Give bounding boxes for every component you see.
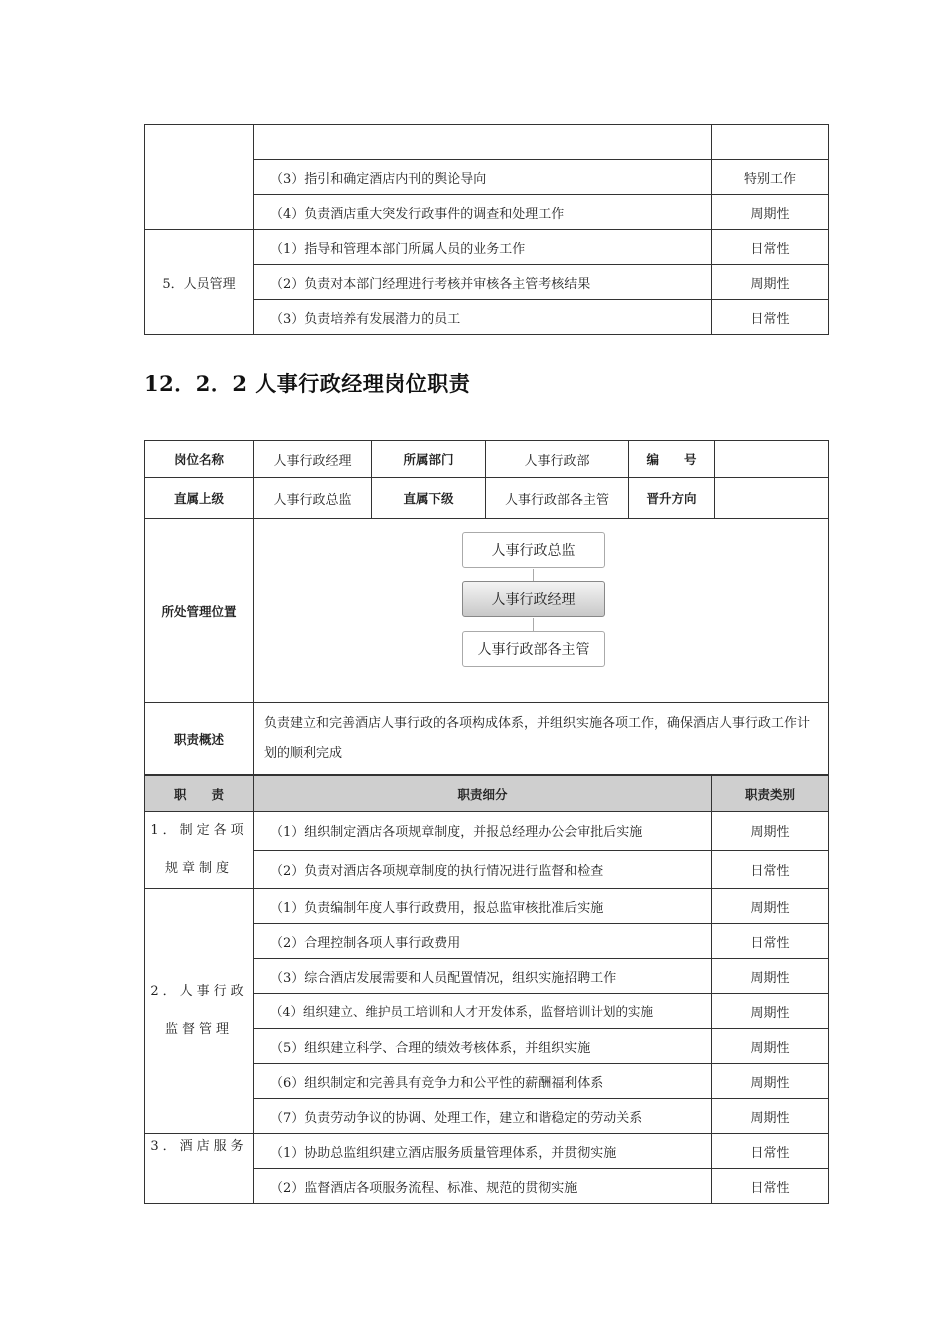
group-label: [145, 889, 254, 1134]
duty-detail: （1）指导和管理本部门所属人员的业务工作: [254, 230, 712, 265]
duty-detail: （3）负责培养有发展潜力的员工: [254, 300, 712, 335]
table-row: [145, 812, 829, 851]
duty-type: 周期性: [712, 195, 829, 230]
duty-type: 日常性: [712, 1169, 829, 1204]
duty-detail: （1）负责编制年度人事行政费用，报总监审核批准后实施: [254, 889, 712, 924]
duty-type: 周期性: [712, 812, 829, 851]
org-connector: [533, 618, 534, 631]
detail-header: 职责细分: [254, 776, 712, 812]
table-row: [145, 125, 829, 160]
duty-detail: （4）组织建立、维护员工培训和人才开发体系，监督培训计划的实施: [254, 994, 712, 1029]
duty-type: 周期性: [712, 1029, 829, 1064]
group-label-line: 2．人事行政: [150, 984, 248, 999]
subordinate-label: 直属下级: [372, 478, 486, 519]
promotion-label: 晋升方向: [629, 478, 715, 519]
promotion-value: [715, 478, 829, 519]
summary-label: 职责概述: [145, 703, 254, 775]
duty-detail: （2）合理控制各项人事行政费用: [254, 924, 712, 959]
department-label: 所属部门: [372, 441, 486, 478]
duty-type: 日常性: [712, 230, 829, 265]
group-label-line: 监督管理: [164, 1022, 233, 1037]
org-node-director: 人事行政总监: [462, 532, 605, 568]
group-label-line: 1．制定各项: [150, 823, 248, 838]
table-row: [145, 1134, 829, 1169]
duty-type: [712, 125, 829, 160]
position-name-value: 人事行政经理: [254, 441, 372, 478]
duty-detail: （1）协助总监组织建立酒店服务质量管理体系，并贯彻实施: [254, 1134, 712, 1169]
duty-type: 日常性: [712, 850, 829, 889]
duty-type: 日常性: [712, 1134, 829, 1169]
duty-header: 职 责: [145, 776, 254, 812]
table-row: [145, 519, 829, 703]
org-node-supervisors: 人事行政部各主管: [462, 631, 605, 667]
duty-detail: （4）负责酒店重大突发行政事件的调查和处理工作: [254, 195, 712, 230]
duty-detail: [254, 125, 712, 160]
org-chart: [254, 521, 828, 701]
subordinate-value: 人事行政部各主管: [486, 478, 629, 519]
section-heading: 12．2．2 人事行政经理岗位职责: [144, 371, 471, 396]
duty-detail: （5）组织建立科学、合理的绩效考核体系，并组织实施: [254, 1029, 712, 1064]
duty-type: 特别工作: [712, 160, 829, 195]
job-description-table: [144, 440, 829, 775]
group-label: [145, 812, 254, 889]
duty-detail: （2）负责对酒店各项规章制度的执行情况进行监督和检查: [254, 850, 712, 889]
table-row: [145, 441, 829, 478]
duty-type: 周期性: [712, 994, 829, 1029]
department-value: 人事行政部: [486, 441, 629, 478]
duty-type: 周期性: [712, 1064, 829, 1099]
duty-type: 日常性: [712, 924, 829, 959]
mgmt-position-label: 所处管理位置: [145, 519, 254, 703]
code-label: 编 号: [629, 441, 715, 478]
table-header-row: [145, 776, 829, 812]
group-label: [145, 1134, 254, 1204]
group-label-line: 规章制度: [164, 861, 233, 876]
duty-detail: （3）指引和确定酒店内刊的舆论导向: [254, 160, 712, 195]
code-value: [715, 441, 829, 478]
org-node-manager: 人事行政经理: [462, 581, 605, 617]
continued-duty-table: [144, 124, 829, 335]
group-label: 5．人员管理: [145, 230, 254, 335]
superior-label: 直属上级: [145, 478, 254, 519]
duty-type: 周期性: [712, 265, 829, 300]
duty-detail: （2）负责对本部门经理进行考核并审核各主管考核结果: [254, 265, 712, 300]
duty-detail: （3）综合酒店发展需要和人员配置情况，组织实施招聘工作: [254, 959, 712, 994]
position-name-label: 岗位名称: [145, 441, 254, 478]
duty-detail: （6）组织制定和完善具有竞争力和公平性的薪酬福利体系: [254, 1064, 712, 1099]
duty-detail: （7）负责劳动争议的协调、处理工作，建立和谐稳定的劳动关系: [254, 1099, 712, 1134]
duty-detail: （2）监督酒店各项服务流程、标准、规范的贯彻实施: [254, 1169, 712, 1204]
table-row: [145, 703, 829, 775]
duty-type: 周期性: [712, 959, 829, 994]
org-chart-cell: [254, 519, 829, 703]
org-connector: [533, 569, 534, 581]
group-label-cell: [145, 125, 254, 230]
duty-type: 周期性: [712, 1099, 829, 1134]
group-label-line: 3．酒店服务: [150, 1139, 248, 1154]
duty-breakdown-table: [144, 775, 829, 1204]
duty-type: 周期性: [712, 889, 829, 924]
summary-text: 负责建立和完善酒店人事行政的各项构成体系，并组织实施各项工作，确保酒店人事行政工作计划的顺利完成: [254, 703, 829, 775]
superior-value: 人事行政总监: [254, 478, 372, 519]
table-row: [145, 889, 829, 924]
table-row: [145, 478, 829, 519]
category-header: 职责类别: [712, 776, 829, 812]
table-row: [145, 230, 829, 265]
duty-detail: （1）组织制定酒店各项规章制度，并报总经理办公会审批后实施: [254, 812, 712, 851]
duty-type: 日常性: [712, 300, 829, 335]
